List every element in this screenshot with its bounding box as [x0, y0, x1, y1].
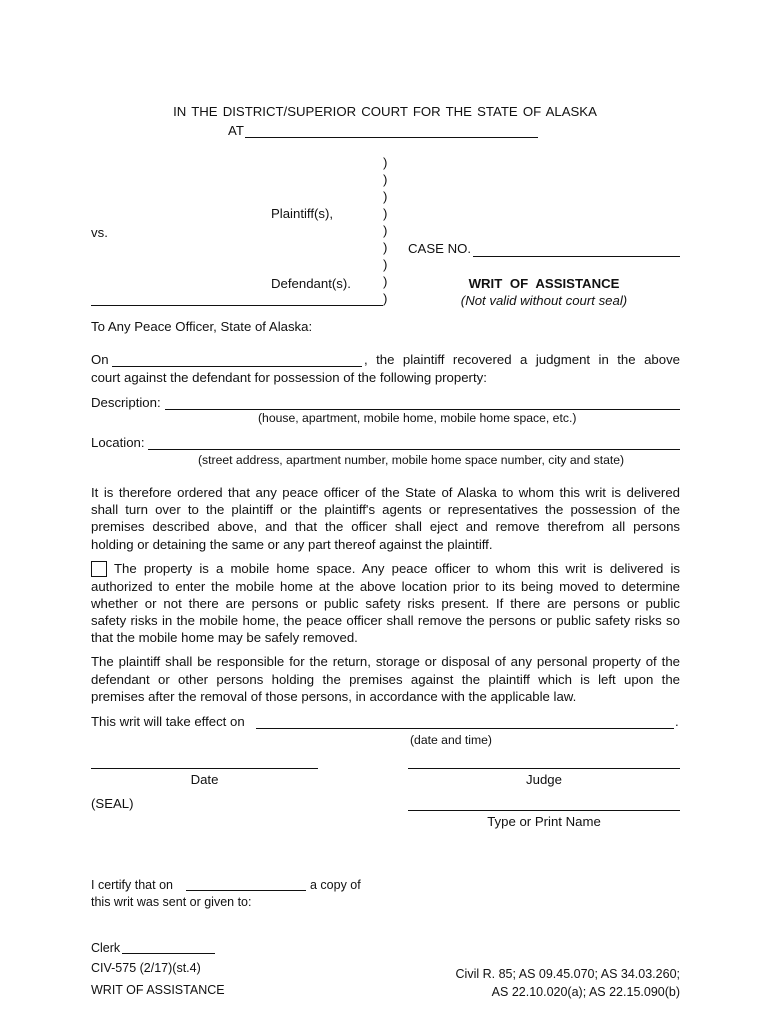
- responsibility-paragraph-line: premises after the removal of those persons, in accordance with the applicable law.: [91, 689, 577, 704]
- clerk-signature-blank[interactable]: [122, 953, 215, 954]
- caption-bracket: ): [383, 240, 388, 255]
- order-paragraph-line: premises described above, and that the officer shall eject and remove therefrom all persons: [91, 519, 680, 534]
- certificate-text: this writ was sent or given to:: [91, 895, 252, 909]
- judgment-line: court against the defendant for possession of the following property:: [91, 370, 487, 385]
- type-or-print-name-label: Type or Print Name: [487, 814, 601, 829]
- mobile-home-checkbox[interactable]: [91, 561, 107, 577]
- order-paragraph-line: holding or detaining the same or any part thereof against the plaintiff.: [91, 537, 493, 552]
- legal-authority-line: Civil R. 85; AS 09.45.070; AS 34.03.260;: [455, 967, 680, 981]
- location-blank[interactable]: [148, 449, 680, 450]
- certificate-text: a copy of: [310, 878, 361, 892]
- mobile-home-paragraph-line: that the mobile home may be safely removed.: [91, 630, 358, 645]
- judge-label: Judge: [526, 772, 562, 787]
- case-number-label: CASE NO.: [408, 241, 472, 256]
- validity-note: (Not valid without court seal): [460, 293, 628, 308]
- defendant-label: Defendant(s).: [271, 276, 351, 291]
- certificate-date-blank[interactable]: [186, 890, 306, 891]
- form-number: CIV-575 (2/17)(st.4): [91, 961, 201, 975]
- versus-label: vs.: [91, 225, 108, 240]
- judgment-date-blank[interactable]: [112, 366, 362, 367]
- date-label: Date: [190, 772, 219, 787]
- salutation: To Any Peace Officer, State of Alaska:: [91, 319, 313, 334]
- caption-bracket: ): [383, 172, 388, 187]
- date-signature-line[interactable]: [91, 768, 318, 769]
- order-paragraph-line: It is therefore ordered that any peace officer of the State of Alaska to whom this writ is delivered: [91, 485, 680, 500]
- court-location-label: AT: [228, 123, 244, 138]
- plaintiff-label: Plaintiff(s),: [271, 206, 334, 221]
- effective-date-hint: (date and time): [410, 733, 492, 747]
- court-location-blank[interactable]: [245, 137, 538, 138]
- location-hint: (street address, apartment number, mobile home space number, city and state): [198, 453, 625, 467]
- order-paragraph-line: shall turn over to the plaintiff or the plaintiff's agents or representatives the possession of the: [91, 502, 680, 517]
- caption-bracket: ): [383, 223, 388, 238]
- caption-bracket: ): [383, 274, 388, 289]
- court-heading: IN THE DISTRICT/SUPERIOR COURT FOR THE STATE OF ALASKA: [173, 104, 597, 119]
- caption-bracket: ): [383, 206, 388, 221]
- judge-signature-line[interactable]: [408, 768, 680, 769]
- caption-bracket: ): [383, 189, 388, 204]
- caption-bracket: ): [383, 155, 388, 170]
- seal-label: (SEAL): [91, 796, 134, 811]
- description-hint: (house, apartment, mobile home, mobile home space, etc.): [258, 411, 577, 425]
- effective-date-label: This writ will take effect on: [91, 714, 245, 729]
- legal-authority-line: AS 22.10.020(a); AS 22.15.090(b): [491, 985, 680, 999]
- case-number-blank[interactable]: [473, 256, 680, 257]
- footer-form-title: WRIT OF ASSISTANCE: [91, 983, 225, 997]
- judgment-on-label: On: [91, 352, 109, 367]
- effective-date-period: .: [675, 714, 679, 729]
- certificate-text: I certify that on: [91, 878, 173, 892]
- clerk-label: Clerk: [91, 941, 121, 955]
- effective-date-blank[interactable]: [256, 728, 674, 729]
- location-label: Location:: [91, 435, 145, 450]
- judgment-line: , the plaintiff recovered a judgment in the above: [364, 352, 680, 367]
- description-label: Description:: [91, 395, 161, 410]
- mobile-home-paragraph-line: whether or not there are persons or public safety risks present. If there are persons or public: [91, 596, 680, 611]
- mobile-home-paragraph-line: safety risks in the mobile home, the peace officer shall remove the persons or public safety risks so: [91, 613, 680, 628]
- judge-name-line[interactable]: [408, 810, 680, 811]
- caption-bracket: ): [383, 291, 388, 306]
- document-title: WRIT OF ASSISTANCE: [468, 276, 620, 291]
- caption-bracket: ): [383, 257, 388, 272]
- responsibility-paragraph-line: The plaintiff shall be responsible for the return, storage or disposal of any personal property of the: [91, 654, 680, 669]
- mobile-home-paragraph-line: authorized to enter the mobile home at the above location prior to its being moved to determine: [91, 579, 680, 594]
- mobile-home-paragraph-line: The property is a mobile home space. Any peace officer to whom this writ is delivered is: [114, 561, 680, 576]
- responsibility-paragraph-line: defendant or other persons holding the premises against the plaintiff which is left upon the: [91, 672, 680, 687]
- defendant-name-blank[interactable]: [91, 305, 383, 306]
